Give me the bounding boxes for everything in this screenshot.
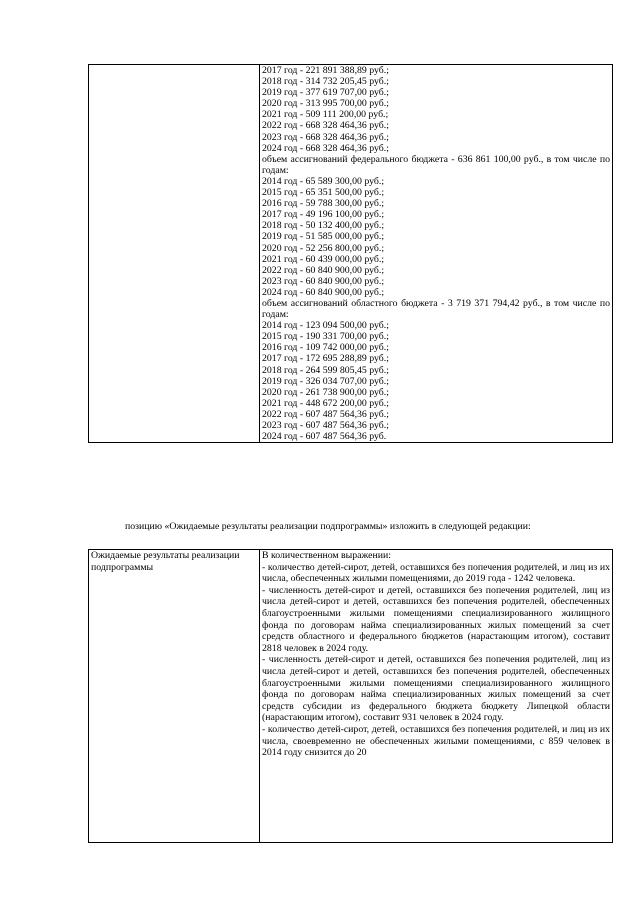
funding-line: 2022 год - 607 487 564,36 руб.; [262,408,389,420]
result-paragraph: - количество детей-сирот, детей, оставшихся без попечения родителей, и лиц из их числа, обеспеченных жилыми помещениями, до 2019 года - 1242 человека. [262,561,610,585]
funding-line: 2021 год - 448 672 200,00 руб.; [262,397,389,409]
funding-line: 2019 год - 51 585 000,00 руб.; [262,231,385,243]
expected-results-table [88,549,613,843]
funding-line: 2018 год - 314 732 205,45 руб.; [262,76,389,88]
funding-line: 2021 год - 60 439 000,00 руб.; [262,253,385,265]
expected-results-label: Ожидаемые результаты реализации подпрограммы [89,550,260,843]
funding-line: 2016 год - 109 742 000,00 руб.; [262,342,389,354]
amendment-intro [88,521,613,533]
funding-line: 2023 год - 60 840 900,00 руб.; [262,275,385,287]
funding-table [88,64,613,443]
result-paragraph: - численность детей-сирот и детей, оставшихся без попечения родителей, лиц из числа детей-сирот и детей, оставшихся без попечения родителей, обеспеченных благоустроенными жилыми помещениями специализированного жилищного фонда по договорам найма специализированных жилых помещений за счет средств областного и федерального бюджетов (нарастающим итогом), составит 2818 человек в 2024 году. [262,584,610,654]
funding-line: 2024 год - 60 840 900,00 руб.; [262,286,385,298]
funding-line: 2018 год - 264 599 805,45 руб.; [262,364,389,376]
funding-line: 2017 год - 172 695 288,89 руб.; [262,353,389,365]
funding-line: 2017 год - 221 891 388,89 руб.; [262,65,389,76]
funding-line: 2014 год - 65 589 300,00 руб.; [262,175,385,187]
funding-line: 2017 год - 49 196 100,00 руб.; [262,209,385,221]
funding-line: 2020 год - 261 738 900,00 руб.; [262,386,389,398]
funding-table-values-cell [260,65,613,443]
funding-line: 2019 год - 326 034 707,00 руб.; [262,375,389,387]
funding-line: объем ассигнований федерального бюджета - 636 861 100,00 руб., в том числе по годам: [262,153,610,176]
funding-line: 2020 год - 52 256 800,00 руб.; [262,242,385,254]
funding-line: 2023 год - 607 487 564,36 руб.; [262,420,389,431]
expected-results-content [260,550,613,843]
amendment-intro-text: позицию «Ожидаемые результаты реализации подпрограммы» изложить в следующей редакции: [125,521,531,532]
result-paragraph: В количественном выражении: [262,550,391,561]
funding-line: 2022 год - 60 840 900,00 руб.; [262,264,385,276]
funding-line: 2018 год - 50 132 400,00 руб.; [262,220,385,232]
funding-line: 2014 год - 123 094 500,00 руб.; [262,320,389,332]
funding-line: 2021 год - 509 111 200,00 руб.; [262,109,389,121]
funding-line: 2015 год - 190 331 700,00 руб.; [262,331,389,343]
funding-line: 2024 год - 607 487 564,36 руб. [262,431,387,443]
funding-line: объем ассигнований областного бюджета - 3 719 371 794,42 руб., в том числе по годам: [262,297,610,321]
funding-line: 2023 год - 668 328 464,36 руб.; [262,131,389,143]
funding-table-label-cell [89,65,260,443]
funding-line: 2015 год - 65 351 500,00 руб.; [262,187,385,199]
funding-line: 2019 год - 377 619 707,00 руб.; [262,87,389,99]
funding-line: 2024 год - 668 328 464,36 руб.; [262,142,389,154]
funding-line: 2016 год - 59 788 300,00 руб.; [262,198,385,210]
funding-line: 2020 год - 313 995 700,00 руб.; [262,98,389,110]
result-paragraph: - количество детей-сирот, детей, оставшихся без попечения родителей, и лиц из их числа, своевременно не обеспеченных жилыми помещениями, с 859 человек в 2014 году снизится до 20 [262,723,610,759]
result-paragraph: - численность детей-сирот и детей, оставшихся без попечения родителей, лиц из числа детей-сирот и детей, оставшихся без попечения родителей, обеспеченных благоустроенными жилыми помещениями специализированного жилищного фонда по договорам найма специализированных жилых помещений за счет средств субсидии из федерального бюджета бюджету Липецкой области (нарастающим итогом), составит 931 человек в 2024 году. [262,654,610,724]
funding-line: 2022 год - 668 328 464,36 руб.; [262,120,389,132]
